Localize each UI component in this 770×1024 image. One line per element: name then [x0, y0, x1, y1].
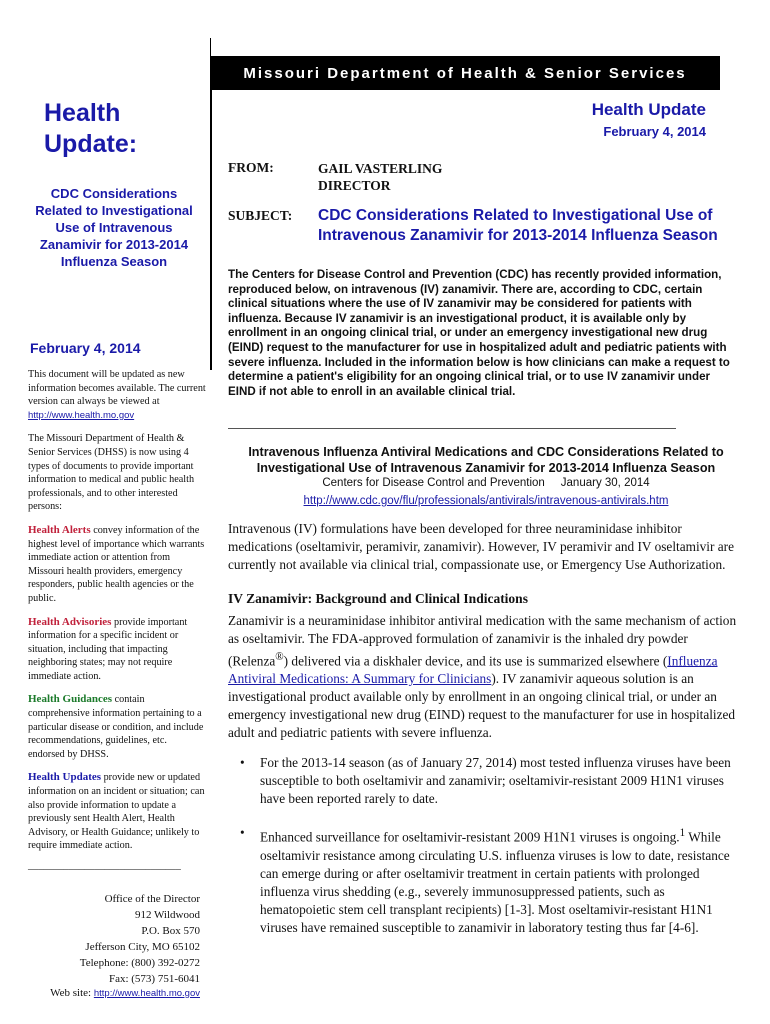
list-item: • Enhanced surveillance for oseltamivir-resistant 2009 H1N1 viruses is ongoing.$^1$ While oseltamivir resistance among circulating U.S. influenza viruses is low to date, resistance can emerge during or after oseltamivir treatment in certain patients with prolonged influenza virus shedding (e.g., severely immunosuppressed patients, such as hematopoietic stem cell transplant recipients) [1-3]. Most oseltamivir-resistant H1N1 viruses have remained susceptible to zanamivir in laboratory testing thus far [4-6].: [240, 825, 730, 935]
health-update-label: Health Update: [591, 100, 706, 119]
sidebar-subject: CDC Considerations Related to Investigational Use of Intravenous Zanamivir for 2013-2014 Influenza Season: [35, 186, 193, 269]
website-line: Web site: http://www.health.mo.gov: [50, 986, 200, 999]
horizontal-rule: [228, 428, 676, 429]
org-banner: Missouri Department of Health & Senior Services: [210, 56, 720, 90]
health-update-date: February 4, 2014: [603, 124, 706, 139]
office-address: Office of the Director 912 Wildwood P.O. Box 570 Jefferson City, MO 65102 Telephone: (800) 392-0272 Fax: (573) 751-6041: [79, 892, 200, 985]
list-item: • For the 2013-14 season (as of January 27, 2014) most tested influenza viruses have been susceptible to both oseltamivir and zanamivir; oseltamivir-resistant 2009 H1N1 viruses have been reported rarely to date.: [240, 755, 731, 807]
bullet-list: [228, 754, 738, 936]
subject-label: SUBJECT:: [228, 208, 293, 223]
bullet-icon: •: [240, 755, 245, 771]
website-link[interactable]: http://www.health.mo.gov: [93, 987, 200, 999]
article-url-link[interactable]: http://www.cdc.gov/flu/professionals/antivirals/intravenous-antivirals.htm: [303, 495, 669, 507]
sidebar-header: [26, 98, 202, 270]
sidebar-title: Health Update:: [44, 99, 138, 158]
sidebar-separator: ______________________________: [28, 860, 181, 871]
health-alerts-label: Health Alerts: [28, 523, 91, 536]
update-note: This document will be updated as new information becomes available. The current version can always be viewed at http://www.health.mo.gov: [28, 369, 206, 421]
from-value: GAIL VASTERLING DIRECTOR: [318, 161, 443, 193]
health-guidances-desc: Health Guidances contain comprehensive information pertaining to a particular disease or condition, and include recommendations, guidelines, etc. endorsed by DHSS.: [28, 693, 204, 760]
article-para2: Zanamivir is a neuraminidase inhibitor antiviral medication with the same mechanism of action as oseltamivir. The FDA-approved formulation of zanamivir is the inhaled dry powder (Relenza®) delivered via a diskhaler device, and its use is summarized elsewhere (Influenza Antiviral Medications: A Summary for Clinicians). IV zanamivir aqueous solution is an investigational product available only by enrollment in an ongoing clinical trial, or under an emergency investigational new drug (EIND) request to the manufacturer for use in hospitalized adult and pediatric patients with severe influenza.: [228, 613, 737, 741]
health-advisories-label: Health Advisories: [28, 615, 112, 628]
dhss-intro: The Missouri Department of Health & Senior Services (DHSS) is now using 4 types of documents to provide important information to medical and public health professionals, and to other interested persons:: [28, 433, 195, 513]
health-updates-desc: Health Updates provide new or updated information on an incident or situation; can also provide information to update a previously sent Health Alert, Health Advisory, or Health Guidance; unlikely to require immediate action.: [28, 771, 205, 852]
from-label: FROM:: [228, 160, 274, 175]
health-alerts-desc: Health Alerts convey information of the highest level of importance which warrants immediate action or attention from Missouri health providers, emergency responders, public health agencies or the public.: [28, 523, 205, 604]
article-header: [222, 444, 750, 509]
antiviral-summary-link[interactable]: Influenza Antiviral Medications: A Summary for Clinicians: [228, 653, 718, 687]
column-divider: [210, 90, 212, 370]
section-heading: IV Zanamivir: Background and Clinical Indications: [228, 591, 528, 606]
article-source: Centers for Disease Control and Prevention January 30, 2014: [322, 477, 650, 489]
health-update-header: [592, 100, 706, 139]
header-tick-line: [210, 38, 211, 58]
health-advisories-desc: Health Advisories provide important information for a specific incident or situation, including that impacting neighboring states; may not require immediate action.: [28, 615, 188, 682]
bullet-icon: •: [240, 825, 245, 841]
intro-paragraph: The Centers for Disease Control and Prevention (CDC) has recently provided information, reproduced below, on intravenous (IV) zanamivir. There are, according to CDC, certain clinical situations where the use of IV zanamivir may be considered for patients with influenza. Because IV zanamivir is an investigational product, it is available only by enrollment in an ongoing clinical trial, or under an emergency investigational new drug (EIND) request to the manufacturer for use in hospitalized adult and pediatric patients with severe influenza. Included in the information below is how clinicians can make a request to determine a patient's eligibility for an ongoing clinical trial, or to use IV zanamivir under EIND if not able to enroll in an available clinical trial.: [228, 268, 730, 398]
article-para1: Intravenous (IV) formulations have been developed for three neuraminidase inhibitor medications (oseltamivir, peramivir, zanamivir). However, IV peramivir and IV oseltamivir are currently not available via clinical trial, compassionate use, or Emergency Use Authorization.: [228, 521, 734, 572]
sidebar-date: February 4, 2014: [30, 340, 141, 356]
health-updates-label: Health Updates: [28, 771, 102, 784]
subject-value: CDC Considerations Related to Investigational Use of Intravenous Zanamivir for 2013-2014 Influenza Season: [318, 207, 718, 244]
health-website-link[interactable]: http://www.health.mo.gov: [28, 409, 135, 421]
article-title: Intravenous Influenza Antiviral Medications and CDC Considerations Related to Investigational Use of Intravenous Zanamivir for 2013-2014 Influenza Season: [248, 445, 724, 475]
article-body: [228, 520, 738, 953]
sidebar-body: [28, 368, 206, 1000]
health-guidances-label: Health Guidances: [28, 693, 113, 706]
